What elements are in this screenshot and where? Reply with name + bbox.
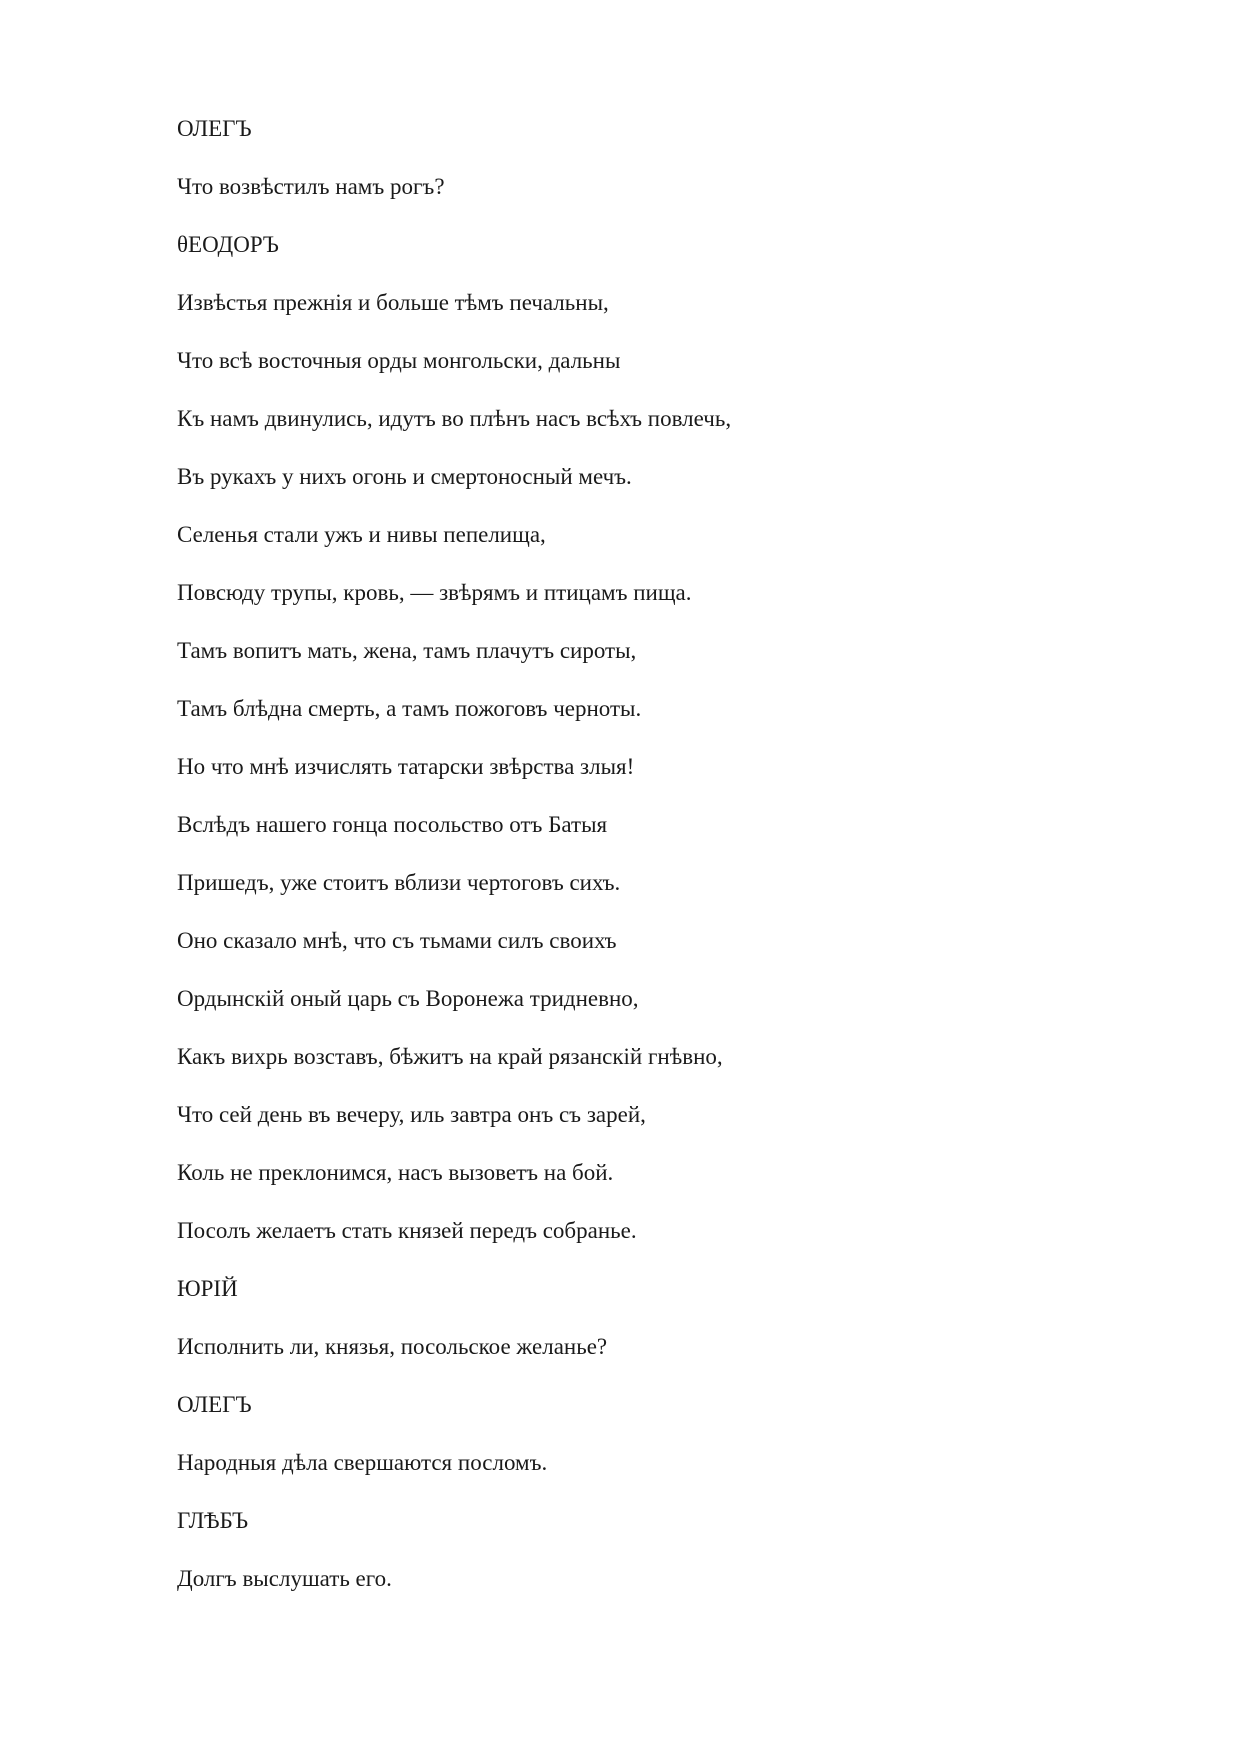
speaker-name: ОЛЕГЪ [177,1392,252,1417]
verse-line: Въ рукахъ у нихъ огонь и смертоносный мечъ. [177,464,632,489]
verse-line: Какъ вихрь возставъ, бѣжитъ на край рязанскій гнѣвно, [177,1044,723,1069]
speaker-name: ОЛЕГЪ [177,116,252,141]
verse-line: Ордынскій оный царь съ Воронежа тридневно, [177,986,639,1011]
speaker-name: ГЛѢБЪ [177,1508,249,1533]
verse-line: Но что мнѣ изчислять татарски звѣрства злыя! [177,754,635,779]
verse-line: Коль не преклонимся, насъ вызоветъ на бой. [177,1160,614,1185]
verse-line: Тамъ вопитъ мать, жена, тамъ плачутъ сироты, [177,638,637,663]
verse-line: Селенья стали ужъ и нивы пепелища, [177,522,546,547]
verse-line: Оно сказало мнѣ, что съ тьмами силъ своихъ [177,928,617,953]
verse-line: Пришедъ, уже стоитъ вблизи чертоговъ сихъ. [177,870,621,895]
speaker-name: θЕОДОРЪ [177,232,279,257]
verse-line: Долгъ выслушать его. [177,1566,392,1591]
verse-line: Къ намъ двинулись, идутъ во плѣнъ насъ всѣхъ повлечь, [177,406,732,431]
verse-line: Исполнить ли, князья, посольское желанье? [177,1334,608,1359]
speaker-name: ЮРІЙ [177,1276,238,1301]
verse-line: Народныя дѣла свершаются посломъ. [177,1450,548,1475]
play-text [177,115,1177,1623]
verse-line: Вслѣдъ нашего гонца посольство отъ Батыя [177,812,608,837]
verse-line: Что возвѣстилъ намъ рогъ? [177,174,445,199]
verse-line: Посолъ желаетъ стать князей передъ собранье. [177,1218,637,1243]
verse-line: Что сей день въ вечеру, иль завтра онъ съ зарей, [177,1102,646,1127]
verse-line: Тамъ блѣдна смерть, а тамъ пожоговъ черноты. [177,696,642,721]
verse-line: Повсюду трупы, кровь, — звѣрямъ и птицамъ пища. [177,580,692,605]
verse-line: Извѣстья прежнія и больше тѣмъ печальны, [177,290,609,315]
verse-line: Что всѣ восточныя орды монгольски, дальны [177,348,621,373]
